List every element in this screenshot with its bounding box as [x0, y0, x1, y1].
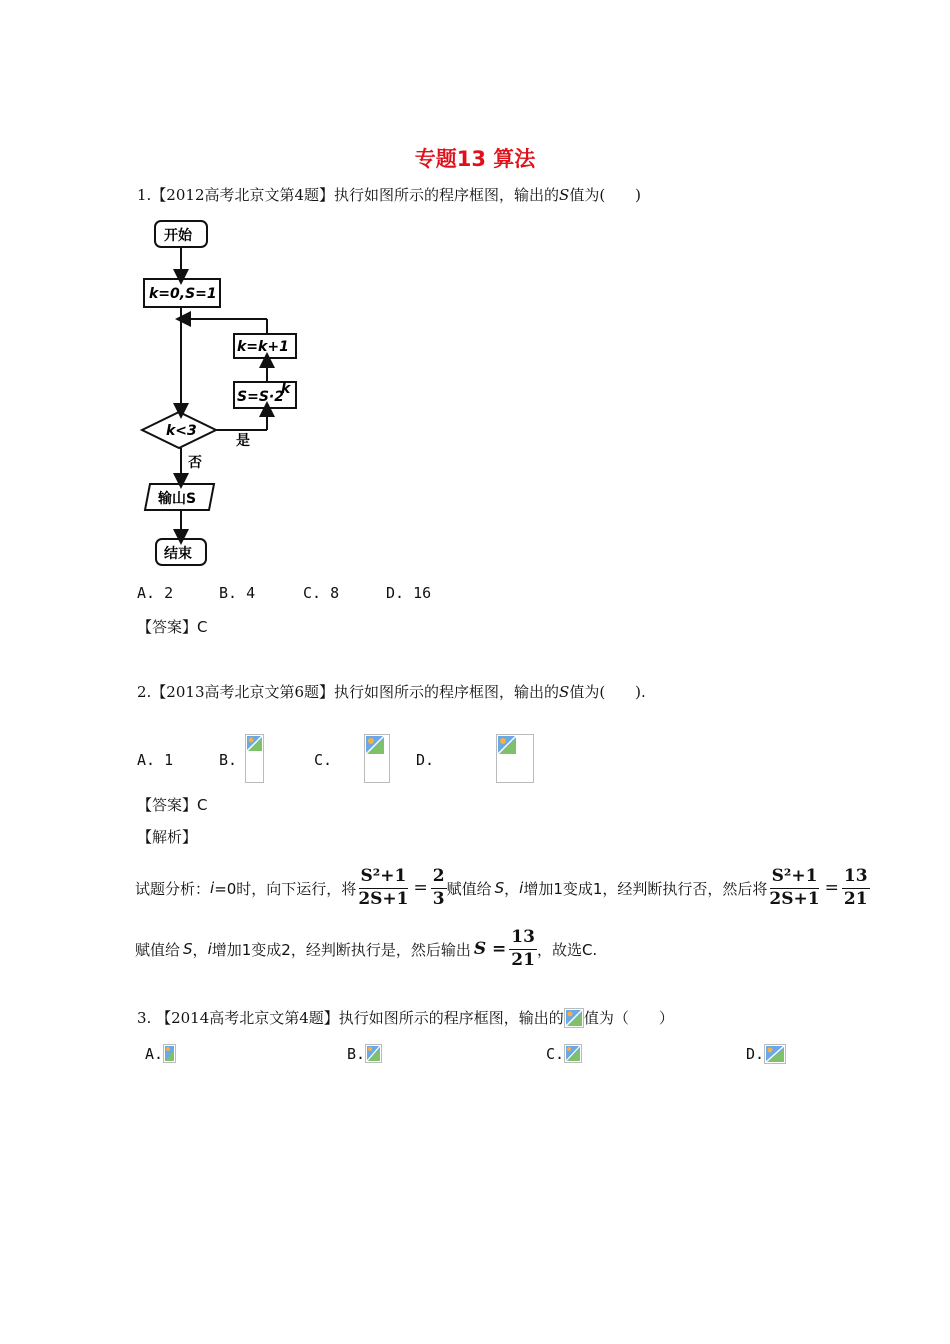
- q3-suffix: 值为（ ）: [583, 1009, 674, 1027]
- q1-answer-value: C: [197, 618, 208, 636]
- q1-flowchart: [136, 215, 306, 575]
- q1-suffix: 值为( ): [569, 186, 642, 204]
- q3-option-c-broken-image-icon: [564, 1044, 582, 1063]
- q1-stem: [137, 184, 641, 205]
- fc-cond: k<3: [166, 423, 197, 439]
- analysis-text-6: ，故选C.: [536, 940, 598, 959]
- q2-analysis-label: 【解析】: [137, 828, 198, 846]
- analysis-comma-2: ，: [192, 940, 208, 959]
- analysis-text-2: 赋值给: [446, 879, 492, 898]
- q2-option-d-broken-image-icon: [496, 734, 534, 783]
- fc-end: 结束: [164, 546, 192, 562]
- q1-answer: [137, 616, 208, 637]
- fc-yes: 是: [236, 433, 250, 449]
- q2-option-d: D.: [416, 751, 435, 769]
- q2-option-c-broken-image-icon: [364, 734, 390, 783]
- q2-analysis-line2: [135, 929, 597, 970]
- q2-stem: [137, 681, 646, 702]
- analysis-var-s: S: [494, 879, 505, 898]
- analysis-var-i: i: [210, 879, 215, 898]
- equals-2: =: [824, 878, 839, 899]
- fraction-5: $\frac{13}{21}$: [511, 927, 535, 970]
- fc-no: 否: [188, 455, 202, 471]
- fraction-1: $\frac{\text{S²+1}}{2S+1}$: [358, 866, 409, 909]
- q3-broken-image-icon: [564, 1008, 584, 1028]
- fc-start: 开始: [164, 228, 192, 244]
- analysis-comma-1: ，: [504, 879, 520, 898]
- fraction-3: $\frac{\text{S²+1}}{2S+1}$: [769, 866, 820, 909]
- q3-option-d: D.: [746, 1044, 786, 1064]
- q3-option-b-broken-image-icon: [365, 1044, 382, 1063]
- analysis-intro: 试题分析：: [135, 879, 211, 898]
- q1-var: S: [559, 186, 570, 204]
- q2-prefix: 2.【2013高考北京文第6题】执行如图所示的程序框图，输出的: [137, 683, 560, 701]
- analysis-s-equals: S =: [473, 939, 507, 960]
- q2-option-b: B.: [219, 751, 238, 769]
- q2-answer-value: C: [197, 796, 208, 814]
- q1-option-d: D. 16: [386, 584, 432, 602]
- q2-suffix: 值为( ).: [569, 683, 646, 701]
- q1-option-a: A. 2: [137, 584, 174, 602]
- q2-option-a: A. 1: [137, 751, 174, 769]
- q2-answer: [137, 794, 208, 815]
- analysis-text-4: 赋值给: [135, 940, 181, 959]
- analysis-text-5: 增加1变成2，经判断执行是，然后输出: [211, 940, 471, 959]
- fraction-2: $\frac{2}{3}$: [432, 866, 445, 909]
- q1-answer-label: 【答案】: [137, 618, 198, 636]
- q2-option-c: C.: [314, 751, 333, 769]
- analysis-var-i-3: i: [207, 940, 212, 959]
- q3-option-b: B.: [347, 1044, 382, 1063]
- fc-inc: k=k+1: [237, 339, 289, 355]
- fc-update: S=S·2: [237, 389, 284, 405]
- q2-analysis-line1: [135, 868, 870, 909]
- q3-option-d-broken-image-icon: [764, 1044, 786, 1064]
- equals-1: =: [413, 878, 428, 899]
- analysis-text-1: =0时，向下运行，将: [214, 879, 357, 898]
- q1-option-b: B. 4: [219, 584, 256, 602]
- analysis-text-3: 增加1变成1，经判断执行否，然后将: [523, 879, 768, 898]
- fc-output: 输山S: [158, 491, 197, 507]
- q2-answer-label: 【答案】: [137, 796, 198, 814]
- fc-update-exp: k: [281, 381, 291, 397]
- q3-option-c: C.: [546, 1044, 582, 1063]
- q3-prefix: 3. 【2014高考北京文第4题】执行如图所示的程序框图，输出的: [137, 1009, 564, 1027]
- page-title: 专题13 算法: [414, 147, 536, 171]
- q3-option-a-broken-image-icon: [163, 1044, 176, 1063]
- q1-option-c: C. 8: [303, 584, 340, 602]
- fraction-4: $\frac{13}{21}$: [843, 866, 868, 909]
- q2-option-b-broken-image-icon: [245, 734, 264, 783]
- q1-prefix: 1.【2012高考北京文第4题】执行如图所示的程序框图，输出的: [137, 186, 560, 204]
- q2-var: S: [559, 683, 570, 701]
- analysis-var-s-2: S: [183, 940, 193, 959]
- q3-stem: [137, 1007, 674, 1028]
- fc-init: k=0,S=1: [149, 286, 217, 302]
- q3-option-a: A.: [145, 1044, 176, 1063]
- analysis-var-i-2: i: [519, 879, 524, 898]
